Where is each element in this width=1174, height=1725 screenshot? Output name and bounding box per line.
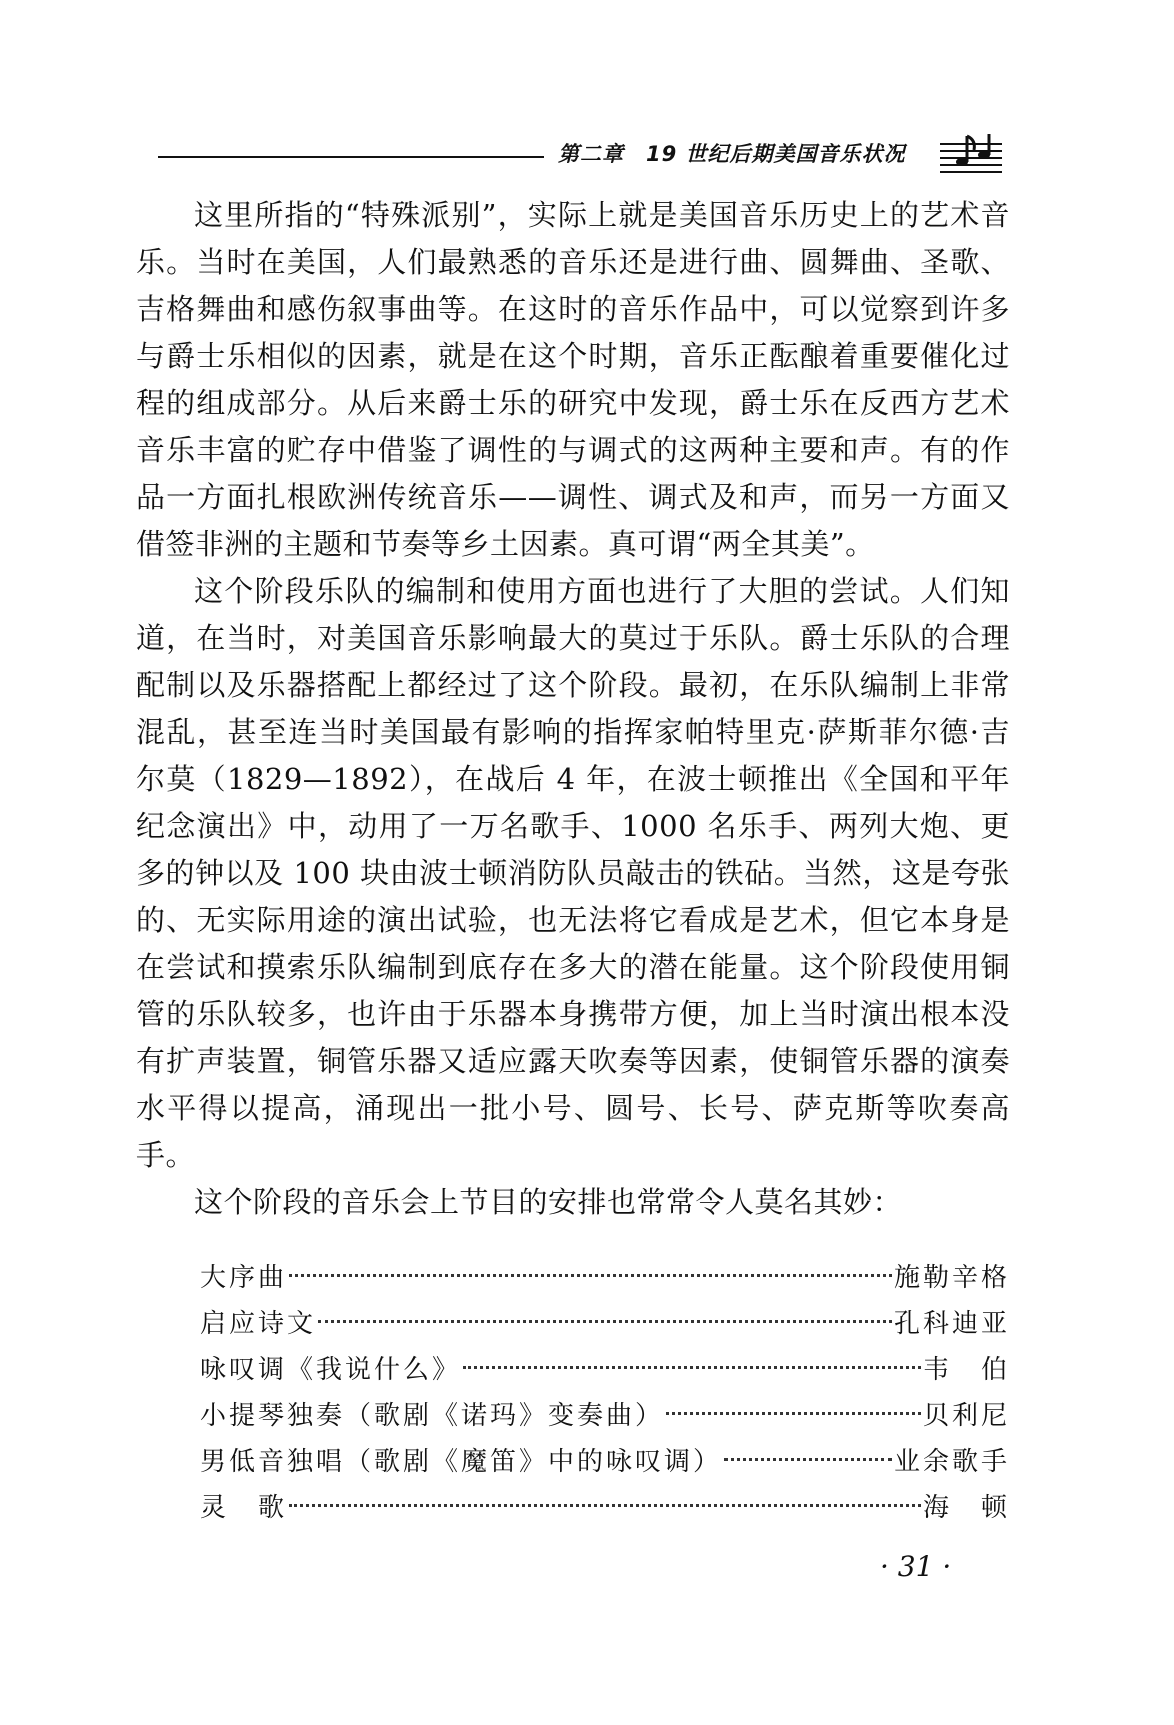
program-piece: 大序曲 bbox=[200, 1263, 288, 1293]
program-piece: 咏叹调《我说什么》 bbox=[200, 1355, 462, 1385]
program-composer: 贝利尼 bbox=[922, 1401, 1010, 1431]
leader-dots bbox=[666, 1412, 921, 1415]
program-composer: 韦 伯 bbox=[922, 1355, 1010, 1385]
chapter-label: 第二章 bbox=[558, 142, 624, 166]
page-number: · 31 · bbox=[880, 1550, 952, 1583]
program-item bbox=[200, 1255, 1010, 1301]
program-composer: 施勒辛格 bbox=[893, 1263, 1010, 1293]
leader-dots bbox=[724, 1458, 892, 1461]
chapter-title: 19 世纪后期美国音乐状况 bbox=[646, 142, 906, 166]
program-piece: 男低音独唱（歌剧《魔笛》中的咏叹调） bbox=[200, 1447, 723, 1477]
program-item bbox=[200, 1439, 1010, 1485]
header-title bbox=[558, 138, 958, 168]
paragraph-3: 这个阶段的音乐会上节目的安排也常常令人莫名其妙： bbox=[194, 1185, 903, 1219]
program-composer: 孔科迪亚 bbox=[893, 1309, 1010, 1339]
program-composer: 业余歌手 bbox=[893, 1447, 1010, 1477]
program-composer: 海 顿 bbox=[922, 1493, 1010, 1523]
concert-program-list bbox=[200, 1255, 1010, 1531]
leader-dots bbox=[463, 1366, 921, 1369]
program-piece: 小提琴独奏（歌剧《诺玛》变奏曲） bbox=[200, 1401, 665, 1431]
program-piece: 启应诗文 bbox=[200, 1309, 317, 1339]
running-header bbox=[158, 130, 1010, 170]
leader-dots bbox=[289, 1274, 892, 1277]
header-rule bbox=[158, 156, 544, 158]
leader-dots bbox=[289, 1504, 921, 1507]
music-staff-icon bbox=[936, 132, 1006, 174]
program-item bbox=[200, 1347, 1010, 1393]
program-item bbox=[200, 1301, 1010, 1347]
program-piece: 灵 歌 bbox=[200, 1493, 288, 1523]
leader-dots bbox=[318, 1320, 892, 1323]
body-text bbox=[136, 192, 1010, 1226]
program-item bbox=[200, 1393, 1010, 1439]
paragraph-2: 这个阶段乐队的编制和使用方面也进行了大胆的尝试。人们知道，在当时，对美国音乐影响最大的莫过于乐队。爵士乐队的合理配制以及乐器搭配上都经过了这个阶段。最初，在乐队编制上非常混乱，甚至连当时美国最有影响的指挥家帕特里克·萨斯菲尔德·吉尔莫（1829—1892），在战后 4 年，在波士顿推出《全国和平年纪念演出》中，动用了一万名歌手、1000 名乐手、两列大炮、更多的钟以及 100 块由波士顿消防队员敲击的铁砧。当然，这是夸张的、无实际用途的演出试验，也无法将它看成是艺术，但它本身是在尝试和摸索乐队编制到底存在多大的潜在能量。这个阶段使用铜管的乐队较多，也许由于乐器本身携带方便，加上当时演出根本没有扩声装置，铜管乐器又适应露天吹奏等因素，使铜管乐器的演奏水平得以提高，涌现出一批小号、圆号、长号、萨克斯等吹奏高手。 bbox=[136, 574, 1010, 1172]
program-item bbox=[200, 1485, 1010, 1531]
paragraph-1: 这里所指的“特殊派别”，实际上就是美国音乐历史上的艺术音乐。当时在美国，人们最熟悉的音乐还是进行曲、圆舞曲、圣歌、吉格舞曲和感伤叙事曲等。在这时的音乐作品中，可以觉察到许多与爵士乐相似的因素，就是在这个时期，音乐正酝酿着重要催化过程的组成部分。从后来爵士乐的研究中发现，爵士乐在反西方艺术音乐丰富的贮存中借鉴了调性的与调式的这两种主要和声。有的作品一方面扎根欧洲传统音乐——调性、调式及和声，而另一方面又借签非洲的主题和节奏等乡土因素。真可谓“两全其美”。 bbox=[136, 198, 1010, 561]
